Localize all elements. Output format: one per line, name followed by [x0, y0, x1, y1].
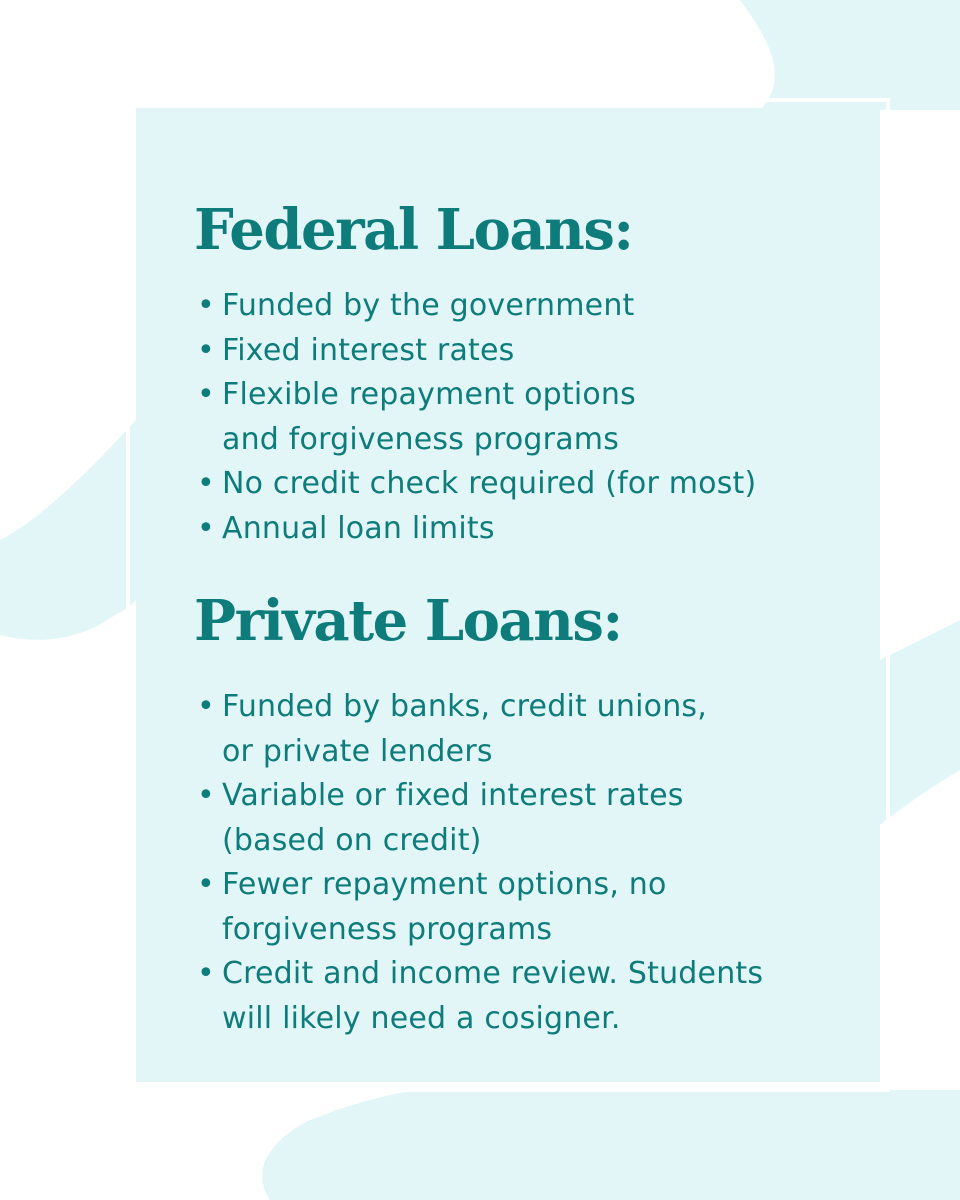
list-item-text: Flexible repayment options and forgiveness programs — [222, 377, 636, 457]
list-item-text: Fixed interest rates — [222, 332, 515, 368]
private-loans-list — [194, 685, 874, 1041]
bullet-icon: • — [197, 778, 215, 813]
card-content — [194, 190, 874, 1041]
list-item — [194, 329, 874, 374]
list-item — [194, 462, 874, 507]
list-item — [194, 284, 874, 329]
list-item-text: Fewer repayment options, no forgiveness programs — [222, 867, 667, 947]
right-blob — [880, 620, 960, 825]
list-item — [194, 863, 874, 952]
list-item — [194, 507, 874, 552]
list-item-text: No credit check required (for most) — [222, 466, 757, 501]
bullet-icon: • — [197, 288, 215, 323]
list-item-text: Credit and income review. Students will likely need a cosigner. — [222, 956, 764, 1036]
bullet-icon: • — [197, 510, 215, 546]
bullet-icon: • — [197, 867, 215, 902]
list-item-text: Funded by the government — [222, 288, 635, 323]
bullet-icon: • — [197, 466, 215, 501]
list-item-text: Variable or fixed interest rates (based on credit) — [222, 778, 684, 858]
federal-loans-heading: Federal Loans: — [194, 197, 633, 263]
bullet-icon: • — [197, 689, 215, 724]
list-item — [194, 685, 874, 774]
list-item-text: Annual loan limits — [222, 510, 495, 546]
list-item — [194, 952, 874, 1041]
list-item-text: Funded by banks, credit unions, or private lenders — [222, 689, 707, 769]
bullet-icon: • — [197, 332, 215, 368]
list-item — [194, 373, 874, 462]
federal-loans-list — [194, 284, 874, 551]
bullet-icon: • — [197, 956, 215, 991]
bottom-blob — [0, 1090, 960, 1200]
top-right-blob — [740, 0, 960, 110]
bullet-icon: • — [197, 377, 215, 412]
private-loans-heading: Private Loans: — [194, 588, 622, 654]
left-blob — [0, 420, 136, 640]
list-item — [194, 774, 874, 863]
